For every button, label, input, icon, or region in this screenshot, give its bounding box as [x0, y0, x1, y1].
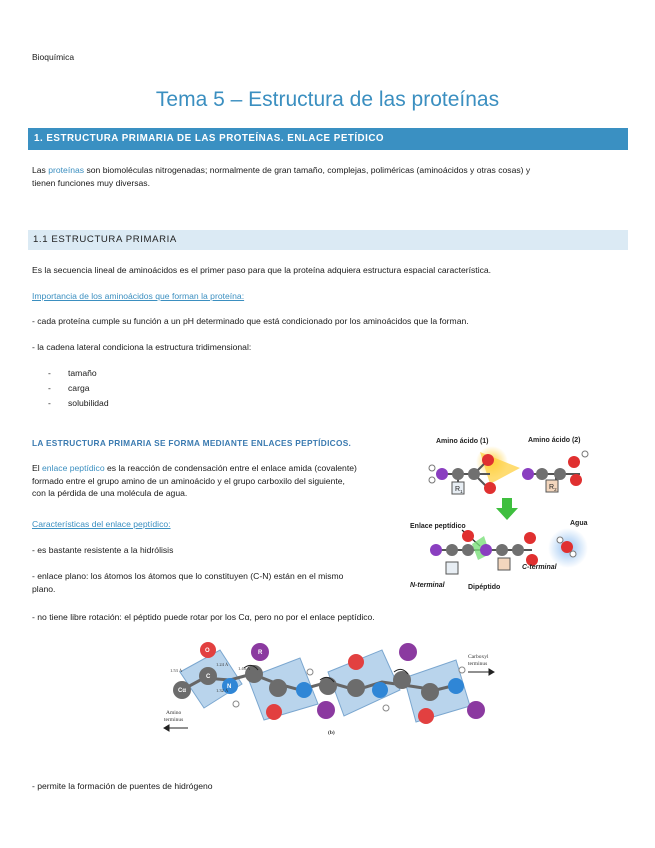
dipeptide-diagram: [410, 432, 610, 592]
polypeptide-chain-figure: [160, 632, 500, 742]
char2-line1: - enlace plano: los átomos los átomos que lo constituyen (C-N) están en el mismo: [32, 571, 344, 581]
label-nterm: N-terminal: [410, 582, 445, 589]
atom-n-label: N: [227, 684, 232, 690]
subsection-heading-bar: [28, 230, 628, 250]
label-water: Agua: [570, 520, 588, 527]
label-dipeptide: Dipéptido: [468, 584, 501, 591]
arrow-down-icon: [496, 498, 518, 520]
arrow-right-head: [489, 669, 494, 675]
r-subscript: 2: [554, 487, 557, 492]
atom-c-label: C: [206, 674, 211, 680]
def-line1: es la reacción de condensación entre el enlace amida (covalente): [104, 463, 357, 473]
intro-text-pre: Las: [32, 165, 49, 175]
label-cterm: C-terminal: [522, 564, 557, 571]
r2-label: $R_2$: [549, 484, 557, 492]
atom-r-label: R: [258, 650, 263, 656]
section-heading: 1. ESTRUCTURA PRIMARIA DE LAS PROTEÍNAS. ENLACE PETÍDICO: [34, 133, 385, 144]
water-h1: [557, 537, 563, 543]
peptide-definition: [32, 462, 412, 500]
keyword-enlace-peptidico: enlace peptídico: [42, 463, 105, 473]
document-header: Bioquímica: [32, 52, 75, 62]
label-amino2: Amino ácido (2): [528, 437, 581, 444]
importance-title[interactable]: Importancia de los aminoácidos que forman la proteína:: [32, 291, 245, 301]
carboxyl-terminus-line2: terminus: [468, 661, 488, 667]
panel-label: (b): [328, 730, 335, 736]
amino-terminus-line1: Amino: [166, 710, 182, 716]
label-amino1: Amino ácido (1): [436, 438, 489, 445]
atom-ca-label: Cα: [178, 688, 187, 694]
label-bond: Enlace peptídico: [410, 523, 466, 530]
characteristic-1: - es bastante resistente a la hidrólisis: [32, 545, 174, 555]
list-item: - carga: [28, 381, 109, 396]
characteristic-4: - permite la formación de puentes de hidrógeno: [32, 781, 213, 791]
def-pre: El: [32, 463, 43, 473]
importance-point-1: - cada proteína cumple su función a un pH determinado que está condicionado por los aminoácidos que la forman.: [32, 316, 469, 326]
distance-label: 1.32 Å: [216, 688, 229, 693]
distance-label: 1.46 Å: [238, 666, 251, 671]
water-h2: [570, 551, 576, 557]
r1-label: $R_1$: [455, 486, 463, 494]
subsection-heading: 1.1 ESTRUCTURA PRIMARIA: [33, 234, 177, 245]
peptide-heading: LA ESTRUCTURA PRIMARIA SE FORMA MEDIANTE ENLACES PEPTÍDICOS.: [32, 438, 352, 448]
section-heading-bar: [28, 128, 628, 150]
carboxyl-terminus-line1: Carboxyl: [468, 654, 489, 660]
page-title: Tema 5 – Estructura de las proteínas: [155, 88, 500, 111]
characteristic-2: [32, 570, 392, 595]
distance-label: 1.53 Å: [170, 668, 183, 673]
r-subscript: 1: [460, 489, 463, 494]
importance-point-2: - la cadena lateral condiciona la estructura tridimensional:: [32, 342, 252, 352]
char2-line2: plano.: [32, 583, 56, 594]
keyword-proteinas: proteínas: [48, 165, 85, 175]
intro-text-line2: tienen funciones muy diversas.: [32, 177, 150, 188]
property-list: [28, 366, 109, 411]
def-line3: con la pérdida de una molécula de agua.: [32, 488, 188, 498]
amino-acid-2: [522, 451, 588, 492]
amino-terminus-line2: terminus: [164, 717, 184, 723]
intro-text-line1: son biomoléculas nitrogenadas; normalmente de gran tamaño, complejas, poliméricas (aminoácidos y otras cosas) y: [84, 165, 531, 175]
list-item: - solubilidad: [28, 396, 109, 411]
amino-acid-1: [429, 454, 496, 494]
list-item: - tamaño: [28, 366, 109, 381]
definition-text: Es la secuencia lineal de aminoácidos es el primer paso para que la proteína adquiera estructura espacial característica.: [32, 265, 492, 275]
distance-label: 1.24 Å: [216, 662, 229, 667]
atom-o-label: O: [205, 648, 210, 654]
characteristic-3: - no tiene libre rotación: el péptido puede rotar por los Cα, pero no por el enlace peptídico.: [32, 612, 375, 622]
arrow-left-head: [164, 725, 169, 731]
def-line2: formado entre el grupo amino de un aminoácido y el grupo carboxilo del siguiente,: [32, 475, 345, 486]
intro-paragraph: [32, 164, 632, 189]
characteristics-title[interactable]: Características del enlace peptídico:: [32, 519, 171, 529]
